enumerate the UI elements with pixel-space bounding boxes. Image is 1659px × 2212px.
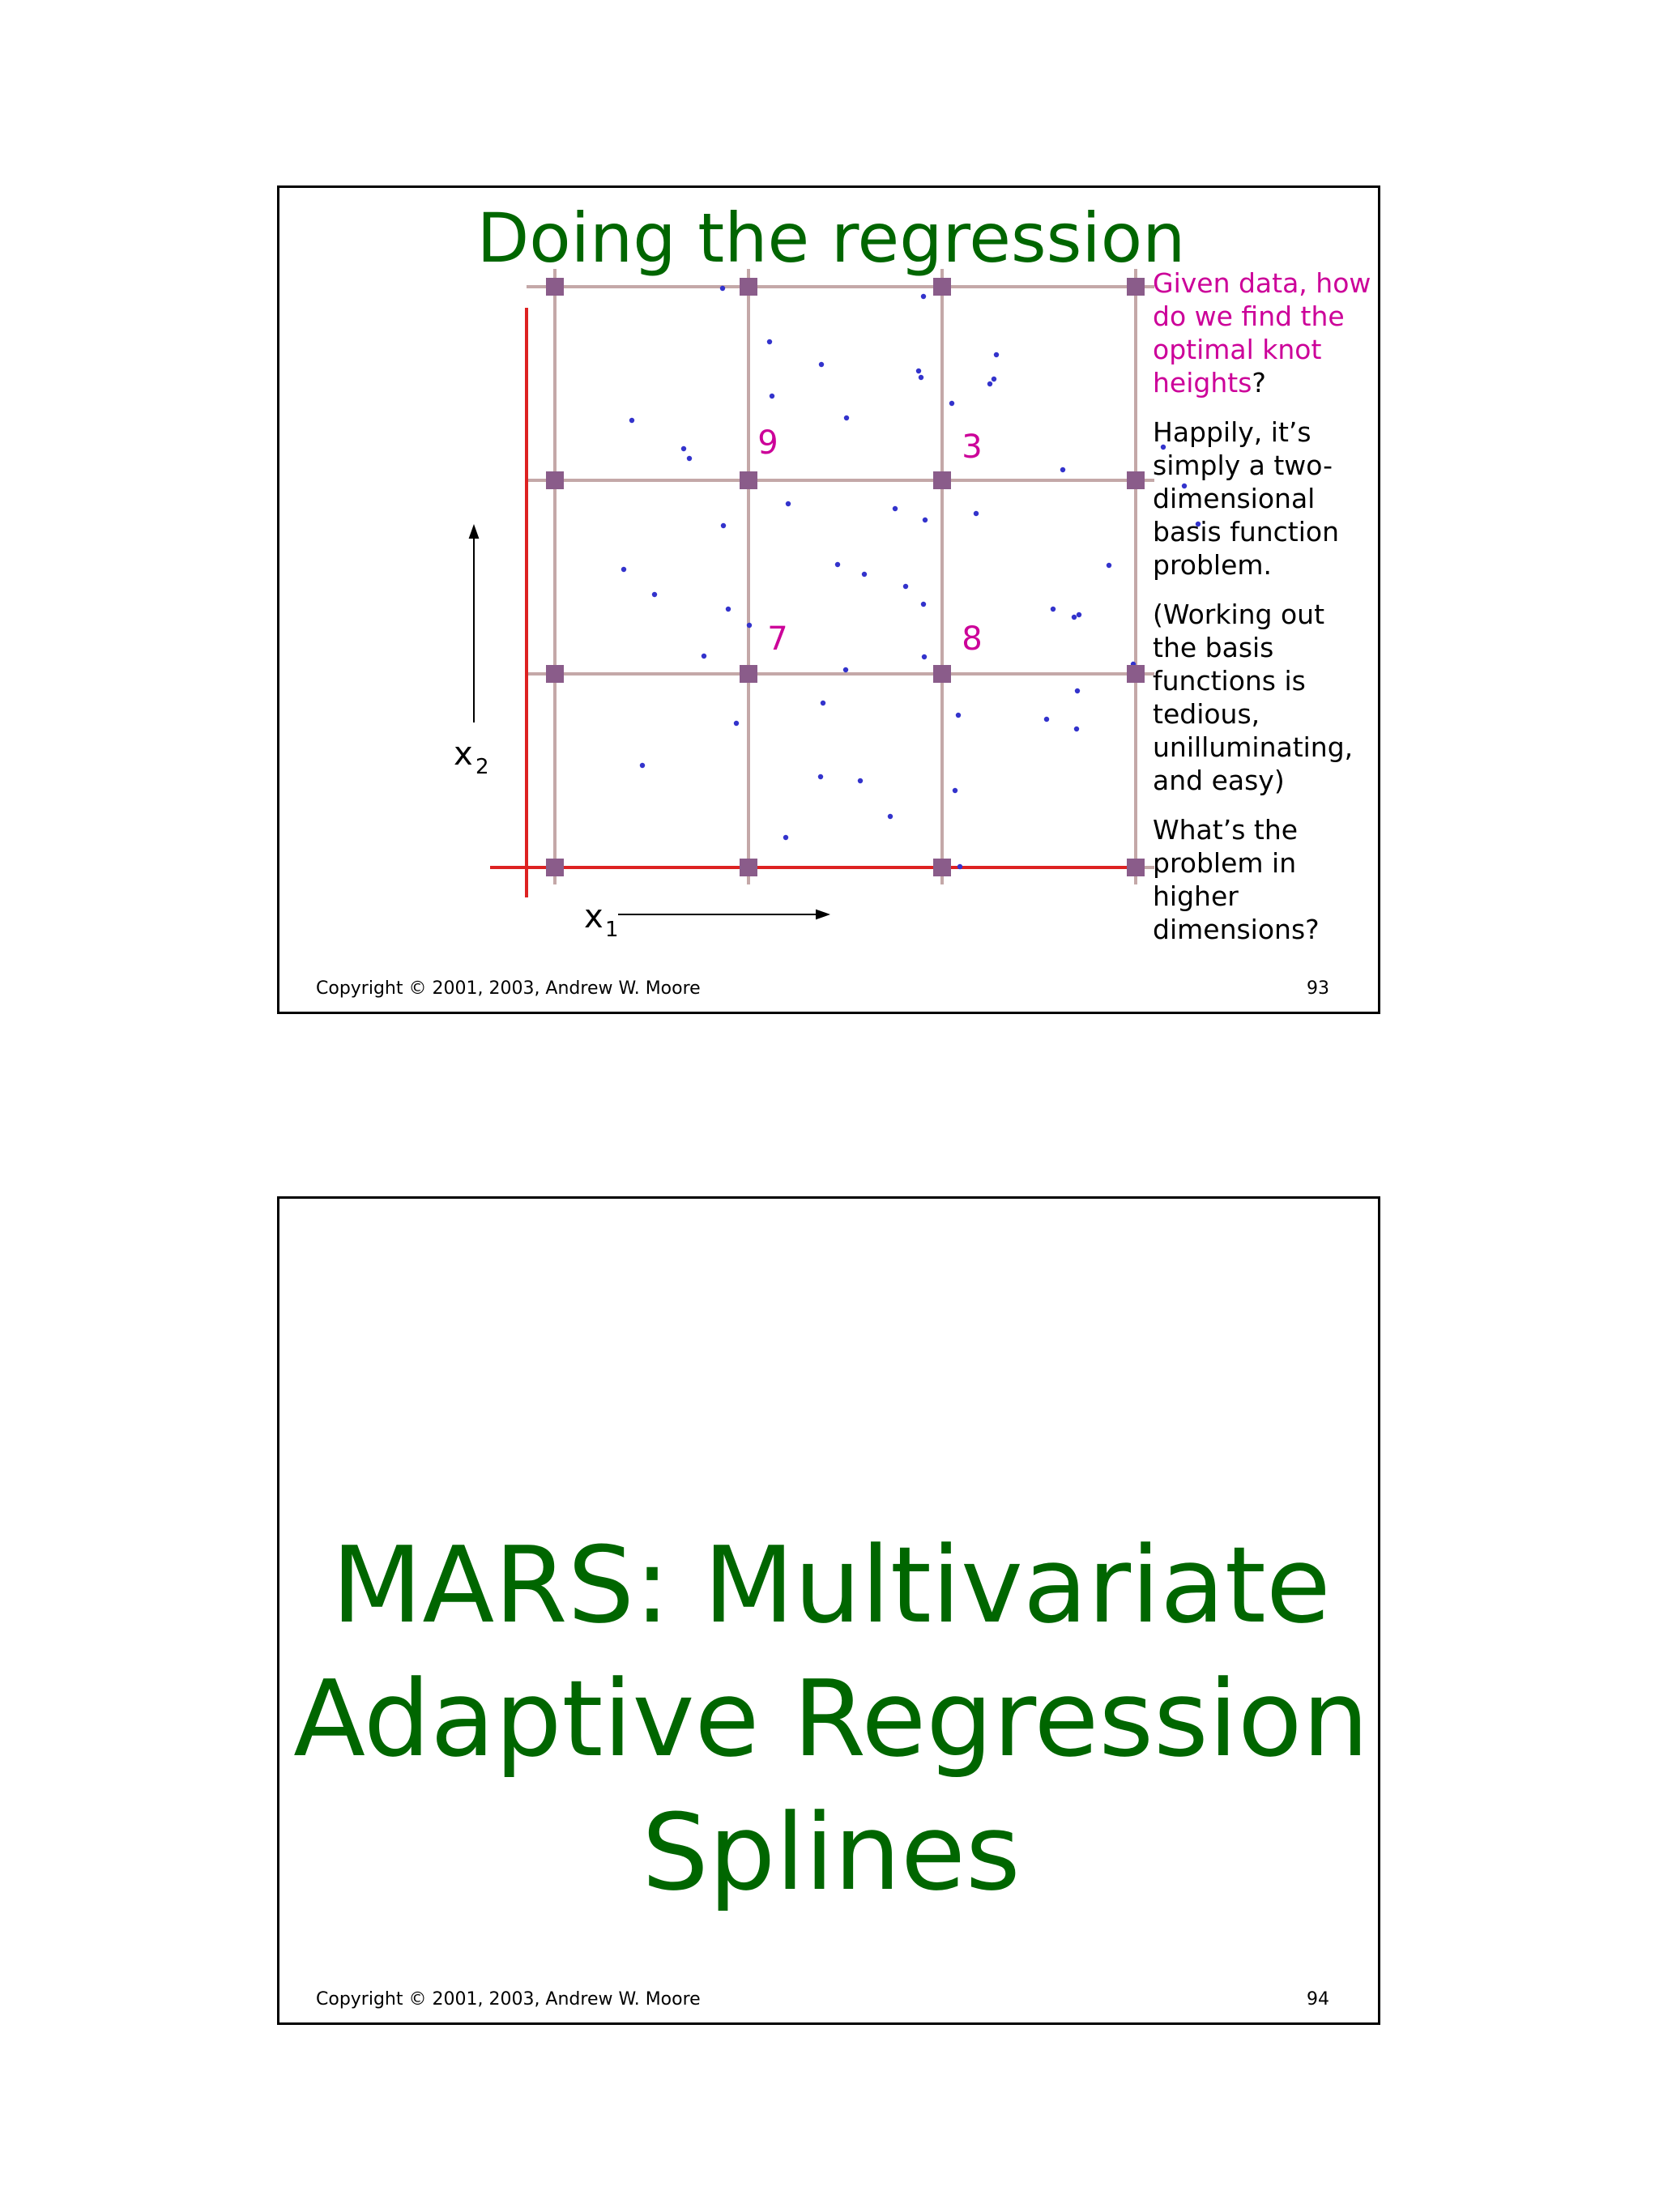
question-text: Given data, how do we find the optimal knot heights [1153, 267, 1371, 399]
knot-height-label: 3 [962, 428, 983, 466]
data-point [919, 375, 923, 380]
x1-axis-subscript: 1 [605, 918, 619, 942]
data-point [720, 286, 725, 291]
axes [490, 308, 1138, 897]
data-point [1051, 607, 1056, 612]
knot-height-label: 8 [962, 620, 983, 658]
knot-marker [740, 471, 757, 489]
data-point [994, 352, 999, 357]
knot-marker [933, 278, 951, 296]
data-point [992, 377, 996, 381]
section-title [279, 1519, 1383, 1920]
data-point [1044, 717, 1049, 722]
data-point [818, 774, 823, 779]
knot-marker [933, 859, 951, 876]
data-point [770, 394, 774, 399]
copyright: Copyright © 2001, 2003, Andrew W. Moore [316, 1989, 701, 2010]
knot-marker [546, 665, 564, 683]
slide-title: Doing the regression [476, 198, 1186, 278]
section-title-line-2: Adaptive Regression [293, 1657, 1369, 1780]
data-point [953, 788, 957, 793]
data-point [652, 592, 657, 597]
knot-marker [740, 859, 757, 876]
data-point [923, 518, 928, 522]
copyright: Copyright © 2001, 2003, Andrew W. Moore [316, 978, 701, 999]
knot-marker [1127, 278, 1145, 296]
data-point [921, 602, 926, 607]
data-point [1072, 615, 1077, 620]
question-paragraph [1153, 266, 1371, 399]
page-number: 94 [1307, 1989, 1329, 2010]
data-point [916, 369, 921, 373]
knot-height-label: 9 [757, 424, 778, 462]
data-point [687, 456, 692, 461]
data-point [734, 721, 739, 726]
data-point [640, 763, 645, 768]
question-mark: ? [1252, 367, 1266, 399]
answer-paragraph: Happily, it’s simply a two-dimensional basis function problem. [1153, 416, 1340, 581]
section-title-line-1: MARS: Multivariate [331, 1524, 1331, 1647]
data-point [903, 584, 908, 589]
data-point [681, 446, 686, 451]
data-point [747, 623, 752, 628]
data-point [767, 339, 772, 344]
page-number: 93 [1307, 978, 1329, 999]
side-text [1153, 266, 1371, 962]
data-point [862, 572, 867, 577]
section-title-line-3: Splines [642, 1791, 1021, 1914]
data-point [957, 864, 962, 869]
data-point [786, 501, 791, 506]
data-point [922, 654, 927, 659]
knot-marker [1127, 859, 1145, 876]
x2-axis-subscript: 2 [476, 755, 489, 779]
data-point [835, 562, 840, 567]
data-point [1074, 727, 1079, 731]
slide-94 [277, 1196, 1380, 2025]
data-points [621, 286, 1201, 869]
x1-axis-label: x [584, 898, 603, 936]
data-point [888, 814, 893, 819]
knot-marker [1127, 665, 1145, 683]
x2-arrowhead [470, 526, 478, 538]
knot-marker [933, 665, 951, 683]
knot-marker [740, 665, 757, 683]
knot-marker [546, 278, 564, 296]
data-point [1060, 467, 1065, 472]
data-point [893, 506, 898, 511]
data-point [1075, 688, 1080, 693]
knot-marker [546, 859, 564, 876]
x2-axis-label: x [454, 735, 473, 773]
knot-marker [546, 471, 564, 489]
knots [546, 278, 1145, 876]
data-point [1107, 563, 1111, 568]
data-point [819, 362, 824, 367]
data-point [974, 511, 979, 516]
data-point [949, 401, 954, 406]
data-point [702, 654, 706, 658]
data-point [821, 701, 825, 705]
slide-93 [277, 185, 1380, 1014]
x1-arrowhead [817, 910, 828, 918]
data-point [987, 381, 992, 386]
data-point [621, 567, 626, 572]
data-point [921, 294, 926, 299]
data-point [844, 416, 849, 420]
data-point [783, 835, 788, 840]
data-point [721, 523, 726, 528]
data-point [956, 713, 961, 718]
data-point [843, 667, 848, 672]
data-point [726, 607, 731, 612]
knot-marker [740, 278, 757, 296]
data-point [629, 418, 634, 423]
data-point [858, 778, 863, 783]
higher-dimensions-paragraph: What’s the problem in higher dimensions? [1153, 814, 1320, 945]
knot-marker [1127, 471, 1145, 489]
grid-lines [527, 269, 1154, 884]
knot-height-label: 7 [767, 620, 788, 658]
knot-marker [933, 471, 951, 489]
note-paragraph: (Working out the basis functions is tedious, unilluminating, and easy) [1153, 599, 1354, 796]
data-point [1077, 612, 1081, 617]
